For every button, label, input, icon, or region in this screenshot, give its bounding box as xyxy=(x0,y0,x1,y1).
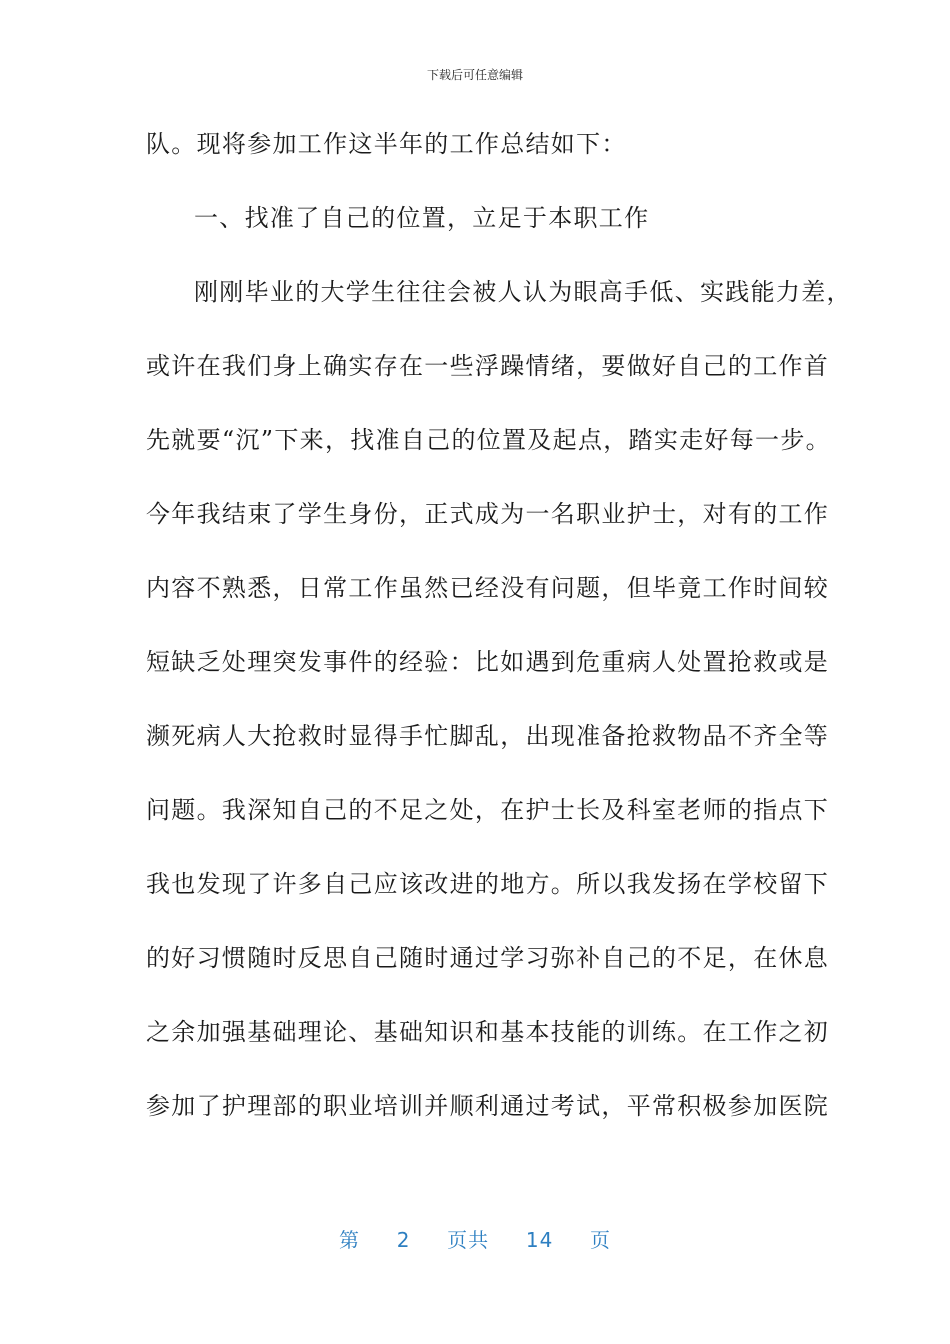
text-line: 今年我结束了学生身份，正式成为一名职业护士，对有的工作 xyxy=(146,500,830,528)
text-line: 短缺乏处理突发事件的经验：比如遇到危重病人处置抢救或是 xyxy=(146,648,830,676)
text-line: 或许在我们身上确实存在一些浮躁情绪，要做好自己的工作首 xyxy=(146,352,830,380)
page-header: 下载后可任意编辑 xyxy=(426,68,523,82)
text-line: 参加了护理部的职业培训并顺利通过考试，平常积极参加医院 xyxy=(146,1092,830,1120)
footer-middle: 页共 xyxy=(447,1228,490,1252)
text-line: 的好习惯随时反思自己随时通过学习弥补自己的不足，在休息 xyxy=(146,944,830,972)
current-page-number: 2 xyxy=(396,1228,411,1252)
text-line: 我也发现了许多自己应该改进的地方。所以我发扬在学校留下 xyxy=(146,870,830,898)
text-line: 内容不熟悉，日常工作虽然已经没有问题，但毕竟工作时间较 xyxy=(146,574,830,602)
total-pages-number: 14 xyxy=(525,1228,554,1252)
text-line: 先就要“沉”下来，找准自己的位置及起点，踏实走好每一步。 xyxy=(146,426,831,454)
footer-suffix: 页 xyxy=(590,1228,612,1252)
page-footer xyxy=(0,1224,950,1253)
text-line: 队。现将参加工作这半年的工作总结如下： xyxy=(146,130,627,158)
text-line: 问题。我深知自己的不足之处，在护士长及科室老师的指点下 xyxy=(146,796,830,824)
footer-prefix: 第 xyxy=(338,1228,360,1252)
section-heading: 一、找准了自己的位置，立足于本职工作 xyxy=(194,204,650,232)
text-line: 之余加强基础理论、基础知识和基本技能的训练。在工作之初 xyxy=(146,1018,830,1046)
text-line: 刚刚毕业的大学生往往会被人认为眼高手低、实践能力差， xyxy=(194,278,852,306)
document-body xyxy=(146,122,852,1158)
text-line: 濒死病人大抢救时显得手忙脚乱，出现准备抢救物品不齐全等 xyxy=(146,722,830,750)
